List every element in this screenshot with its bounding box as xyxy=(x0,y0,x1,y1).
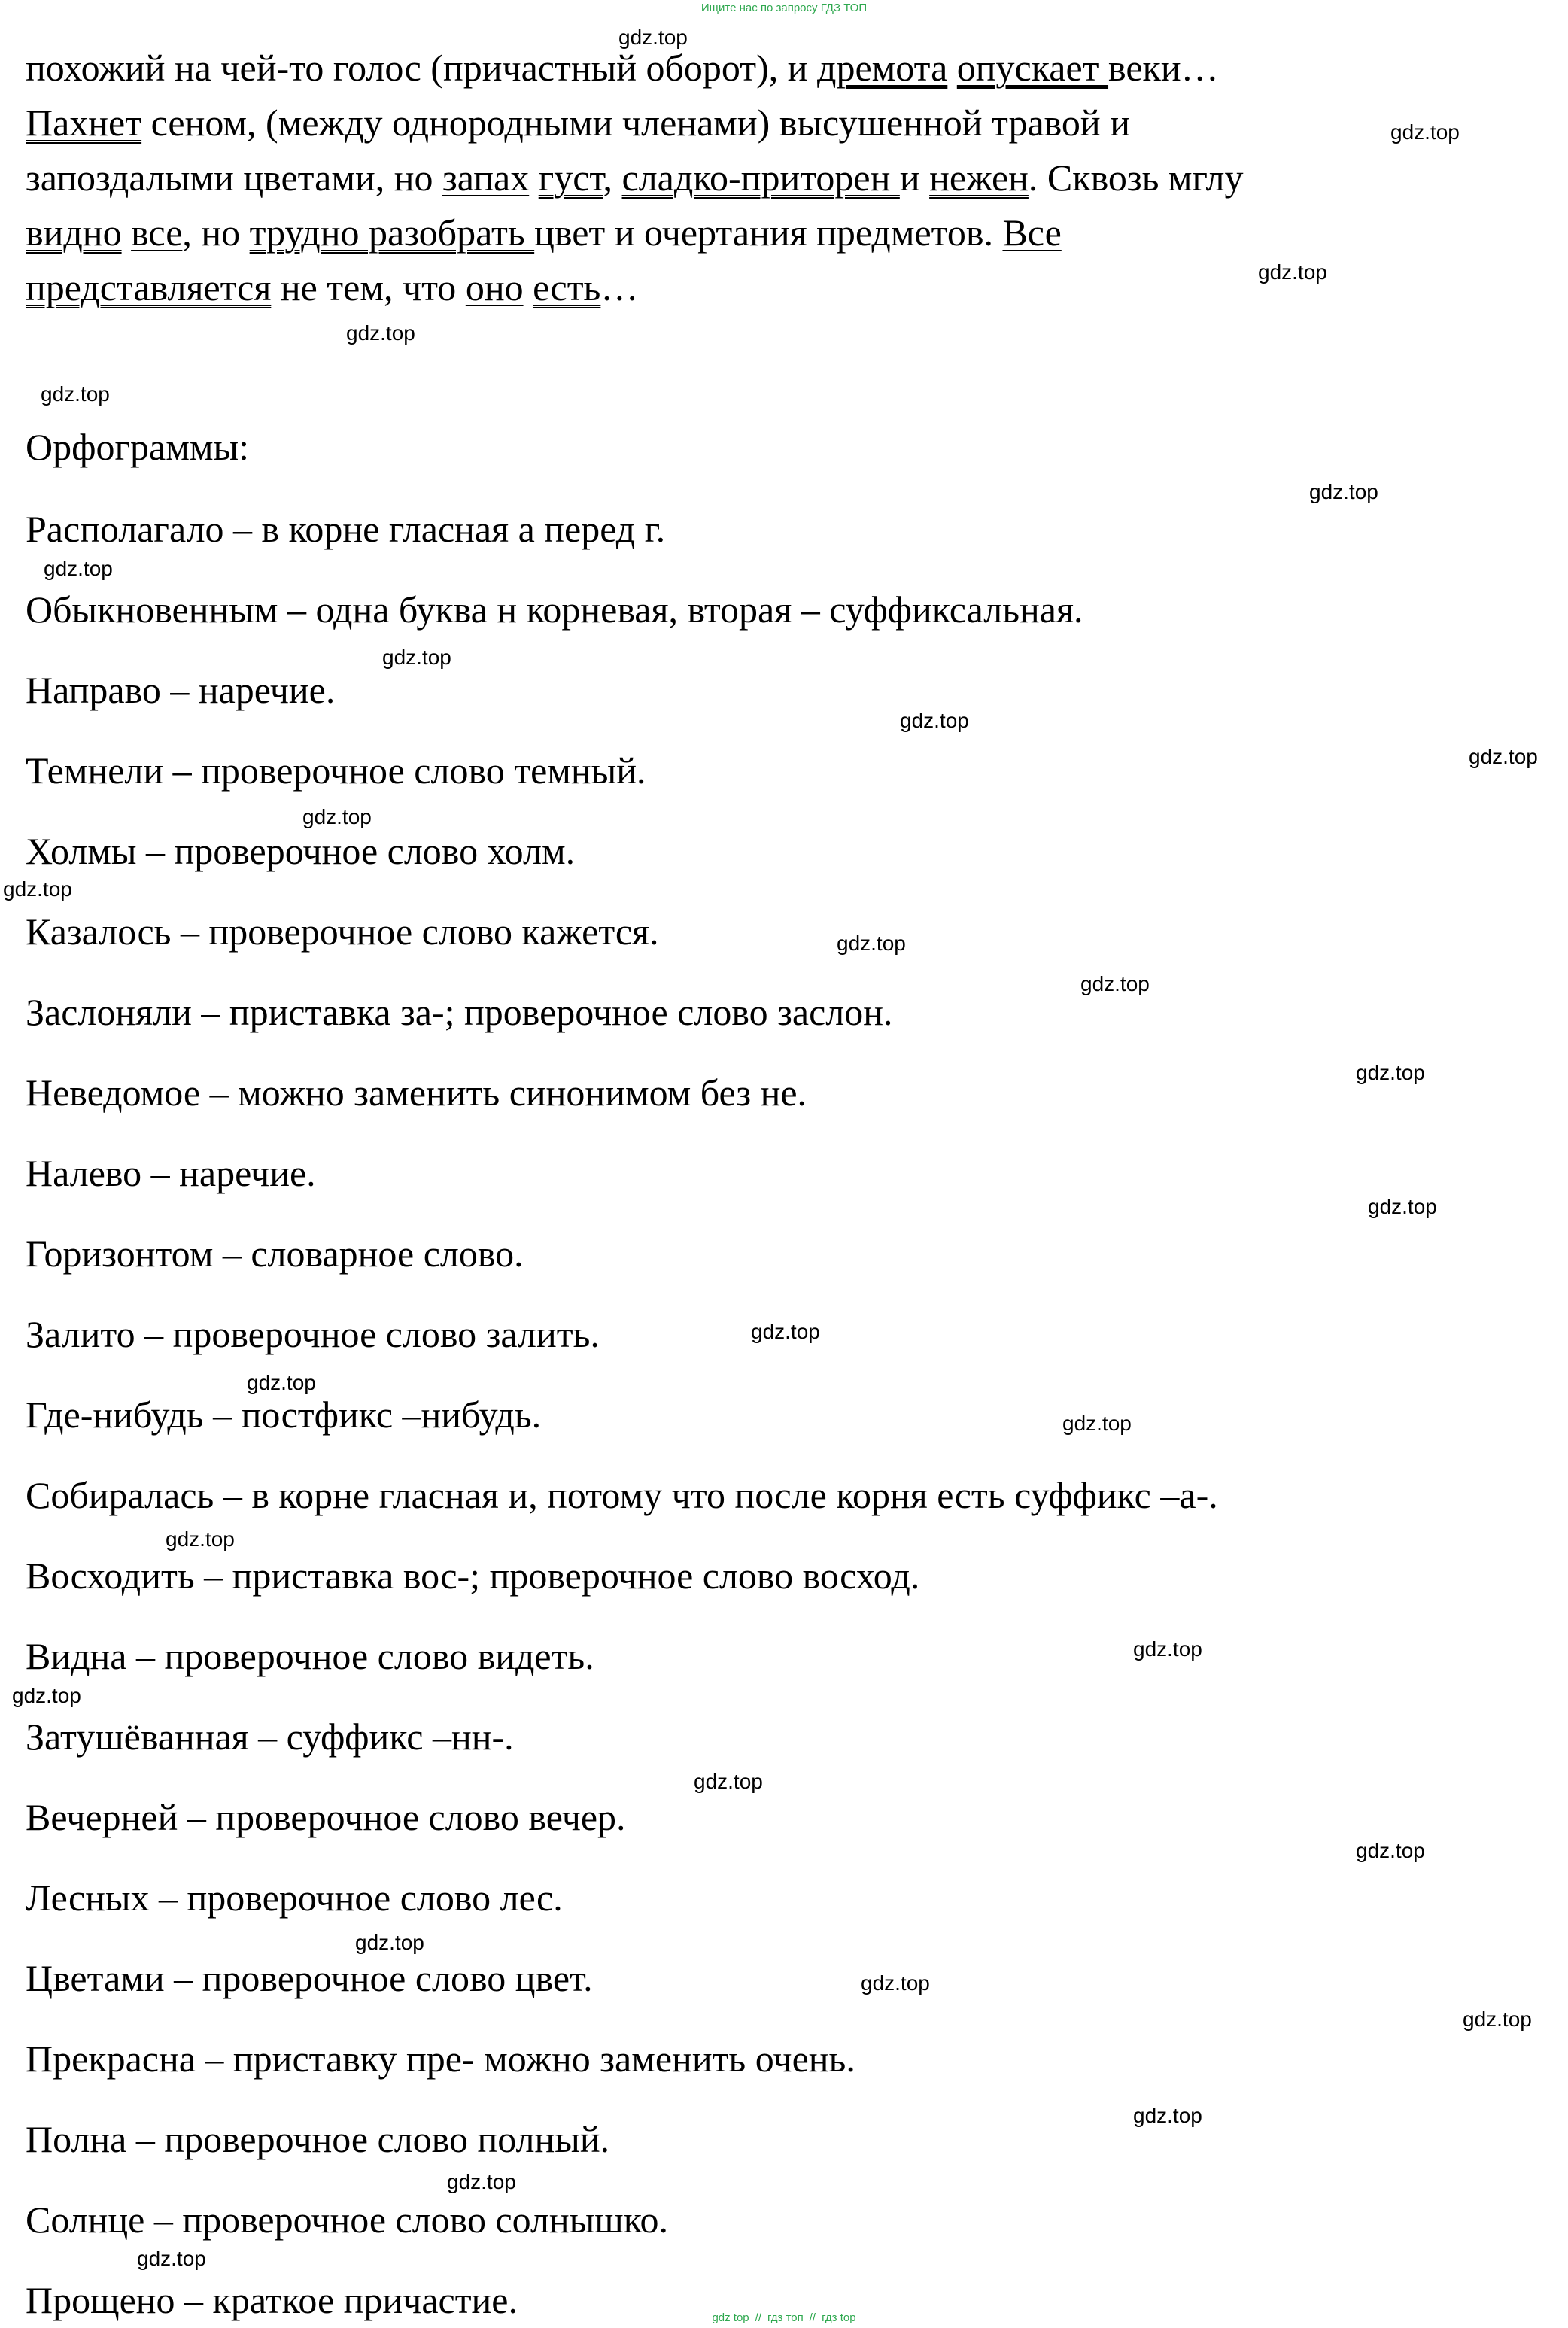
text-fragment: не тем, что xyxy=(271,266,466,308)
orthogram-entry: Направо – наречие. xyxy=(26,669,336,711)
watermark: gdz.top xyxy=(3,877,72,901)
watermark: gdz.top xyxy=(1463,2007,1532,2031)
watermark: gdz.top xyxy=(1309,480,1378,503)
watermark: gdz.top xyxy=(1368,1195,1437,1218)
watermark: gdz.top xyxy=(247,1371,316,1394)
orthograms-heading: Орфограммы: xyxy=(26,426,249,468)
watermark: gdz.top xyxy=(1133,1637,1202,1661)
predicate-dremota: дремота xyxy=(817,47,948,89)
watermark: gdz.top xyxy=(1390,120,1460,144)
orthogram-entry: Прекрасна – приставку пре- можно заменить очень. xyxy=(26,2038,855,2080)
predicate-predstavlyaetsya: представляется xyxy=(26,266,272,308)
orthogram-entry: Вечерней – проверочное слово вечер. xyxy=(26,1796,626,1838)
bottom-banner-item: гдз top xyxy=(822,2311,856,2324)
watermark: gdz.top xyxy=(751,1320,820,1343)
text-fragment: сеном, (между однородными членами) высушенной травой и xyxy=(141,102,1130,144)
orthogram-entry: Солнце – проверочное слово солнышко. xyxy=(26,2199,669,2241)
bottom-banner-item: гдз топ xyxy=(767,2311,804,2324)
text-fragment: , но xyxy=(182,211,250,254)
text-fragment xyxy=(947,47,957,89)
watermark: gdz.top xyxy=(382,646,451,669)
paragraph-line-3 xyxy=(26,150,1515,205)
watermark: gdz.top xyxy=(1258,260,1327,284)
orthogram-entry: Прощено – краткое причастие. xyxy=(26,2279,518,2321)
bottom-banner-separator: // xyxy=(755,2311,761,2324)
subject-zapakh: запах xyxy=(442,157,530,199)
orthogram-entry: Налево – наречие. xyxy=(26,1152,316,1194)
paragraph-line-2 xyxy=(26,96,1515,150)
text-fragment: похожий на чей-то голос (причастный оборот), и xyxy=(26,47,818,89)
text-fragment: веки… xyxy=(1108,47,1219,89)
watermark: gdz.top xyxy=(1080,972,1150,995)
watermark: gdz.top xyxy=(447,2170,516,2193)
orthogram-entry: Видна – проверочное слово видеть. xyxy=(26,1635,594,1677)
bottom-banner-item: gdz top xyxy=(712,2311,749,2324)
bottom-banner xyxy=(0,2311,1568,2325)
orthogram-entry: Где-нибудь – постфикс –нибудь. xyxy=(26,1393,542,1436)
orthogram-entry: Лесных – проверочное слово лес. xyxy=(26,1877,563,1919)
predicate-pakhnet: Пахнет xyxy=(26,102,142,144)
watermark: gdz.top xyxy=(44,557,113,580)
predicate-nezhen: нежен xyxy=(929,157,1029,199)
orthogram-entry: Холмы – проверочное слово холм. xyxy=(26,830,576,872)
text-fragment: и xyxy=(899,157,930,199)
text-fragment xyxy=(122,211,132,254)
subject-vse: все xyxy=(131,211,183,254)
watermark: gdz.top xyxy=(137,2247,206,2270)
paragraph-line-1 xyxy=(26,41,1515,96)
orthogram-entry: Залито – проверочное слово залить. xyxy=(26,1313,600,1355)
orthogram-entry: Обыкновенным – одна буква н корневая, вторая – суффиксальная. xyxy=(26,588,1083,631)
text-fragment xyxy=(524,266,533,308)
watermark: gdz.top xyxy=(900,709,969,732)
watermark: gdz.top xyxy=(837,932,906,955)
watermark: gdz.top xyxy=(1356,1061,1425,1084)
orthogram-entry: Горизонтом – словарное слово. xyxy=(26,1232,524,1275)
orthogram-entry: Восходить – приставка вос-; проверочное слово восход. xyxy=(26,1555,920,1597)
text-fragment: … xyxy=(600,266,639,308)
watermark: gdz.top xyxy=(618,26,688,49)
predicate-sladko-pritoren: сладко-приторен xyxy=(621,157,900,199)
orthogram-entry: Располагало – в корне гласная а перед г. xyxy=(26,508,666,550)
orthogram-entry: Полна – проверочное слово полный. xyxy=(26,2118,610,2160)
predicate-trudno-razobrat: трудно разобрать xyxy=(249,211,535,254)
orthogram-entry: Темнели – проверочное слово темный. xyxy=(26,749,646,792)
watermark: gdz.top xyxy=(1469,745,1538,768)
bottom-banner-separator: // xyxy=(809,2311,816,2324)
predicate-opuskaet: опускает xyxy=(956,47,1109,89)
watermark: gdz.top xyxy=(1356,1839,1425,1862)
orthogram-entry: Затушёванная – суффикс –нн-. xyxy=(26,1716,514,1758)
top-banner: Ищите нас по запросу ГДЗ ТОП xyxy=(700,2,868,14)
orthogram-entry: Цветами – проверочное слово цвет. xyxy=(26,1957,593,1999)
watermark: gdz.top xyxy=(1062,1412,1132,1435)
watermark: gdz.top xyxy=(694,1770,763,1793)
watermark: gdz.top xyxy=(41,382,110,406)
watermark: gdz.top xyxy=(861,1971,930,1995)
text-fragment: . Сквозь мглу xyxy=(1028,157,1244,199)
text-fragment: , xyxy=(603,157,622,199)
predicate-vidno: видно xyxy=(26,211,122,254)
orthogram-entry: Собиралась – в корне гласная и, потому что после корня есть суффикс –а-. xyxy=(26,1474,1218,1516)
watermark: gdz.top xyxy=(1133,2104,1202,2127)
predicate-est: есть xyxy=(533,266,601,308)
watermark: gdz.top xyxy=(302,805,372,828)
watermark: gdz.top xyxy=(12,1684,81,1707)
text-fragment xyxy=(529,157,539,199)
orthogram-entry: Казалось – проверочное слово кажется. xyxy=(26,910,659,953)
predicate-gust: густ xyxy=(538,157,603,199)
text-fragment: цвет и очертания предметов. xyxy=(534,211,1003,254)
text-fragment: запоздалыми цветами, но xyxy=(26,157,442,199)
orthogram-entry: Неведомое – можно заменить синонимом без не. xyxy=(26,1071,807,1114)
watermark: gdz.top xyxy=(346,321,415,345)
subject-vse-2: Все xyxy=(1002,211,1062,254)
orthogram-entry: Заслоняли – приставка за-; проверочное слово заслон. xyxy=(26,991,893,1033)
paragraph-line-4 xyxy=(26,205,1515,260)
watermark: gdz.top xyxy=(166,1527,235,1551)
watermark: gdz.top xyxy=(355,1931,424,1954)
subject-ono: оно xyxy=(465,266,524,308)
